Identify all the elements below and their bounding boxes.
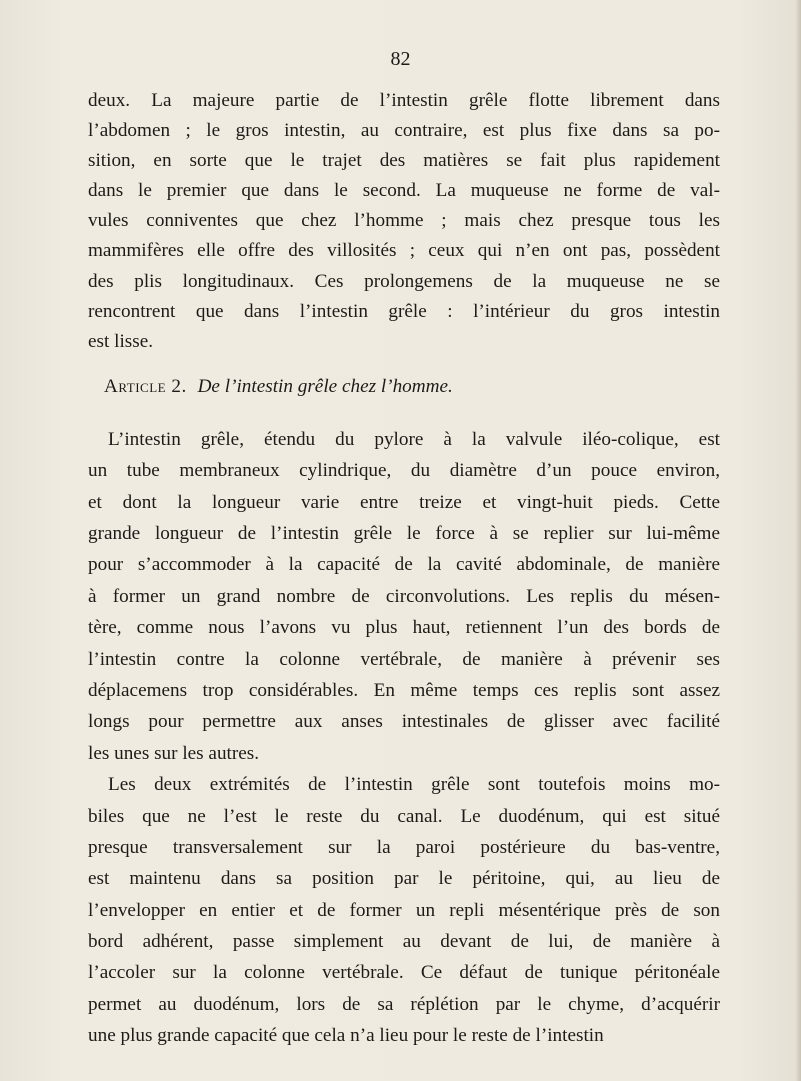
text-block bbox=[88, 86, 720, 1052]
text-line: Les deux extrémités de l’intestin grêle sont toutefois moins mo- bbox=[108, 774, 720, 796]
text-line: est maintenu dans sa position par le péritoine, qui, au lieu de bbox=[88, 868, 720, 890]
text-line: permet au duodénum, lors de sa réplétion par le chyme, d’acquérir bbox=[88, 993, 720, 1015]
text-line: une plus grande capacité que cela n’a lieu pour le reste de l’intestin bbox=[88, 1025, 604, 1047]
text-line: mammifères elle offre des villosités ; ceux qui n’en ont pas, possèdent bbox=[88, 240, 720, 262]
paragraph-2 bbox=[88, 424, 720, 769]
text-line: vules conniventes que chez l’homme ; mais chez presque tous les bbox=[88, 210, 720, 232]
text-line: à former un grand nombre de circonvolutions. Les replis du mésen- bbox=[88, 585, 720, 607]
text-line: l’accoler sur la colonne vertébrale. Ce défaut de tunique péritonéale bbox=[88, 962, 720, 984]
paragraph-3 bbox=[88, 769, 720, 1052]
text-line: déplacemens trop considérables. En même temps ces replis sont assez bbox=[88, 679, 720, 701]
article-heading-prefix: Article 2. bbox=[104, 375, 187, 397]
text-line: l’intestin contre la colonne vertébrale, de manière à prévenir ses bbox=[88, 648, 720, 670]
text-line: est lisse. bbox=[88, 330, 154, 352]
text-line: un tube membraneux cylindrique, du diamètre d’un pouce environ, bbox=[88, 460, 720, 482]
text-line: l’envelopper en entier et de former un repli mésentérique près de son bbox=[88, 899, 720, 921]
text-line: sition, en sorte que le trajet des matières se fait plus rapidement bbox=[88, 150, 720, 172]
text-line: pour s’accommoder à la capacité de la cavité abdominale, de manière bbox=[88, 554, 720, 576]
text-line: bord adhérent, passe simplement au devant de lui, de manière à bbox=[88, 931, 720, 953]
text-line: les unes sur les autres. bbox=[88, 742, 260, 764]
text-line: tère, comme nous l’avons vu plus haut, retiennent l’un des bords de bbox=[88, 617, 720, 639]
text-line: grande longueur de l’intestin grêle le force à se replier sur lui-même bbox=[88, 523, 720, 545]
page-number: 82 bbox=[390, 48, 411, 70]
paragraph-1 bbox=[88, 86, 720, 357]
text-line: biles que ne l’est le reste du canal. Le duodénum, qui est situé bbox=[88, 805, 720, 827]
text-line: presque transversalement sur la paroi postérieure du bas-ventre, bbox=[88, 836, 720, 858]
text-line: des plis longitudinaux. Ces prolongemens de la muqueuse ne se bbox=[88, 270, 720, 292]
article-heading bbox=[88, 370, 720, 403]
text-line: deux. La majeure partie de l’intestin grêle flotte librement dans bbox=[88, 90, 720, 111]
text-line: longs pour permettre aux anses intestinales de glisser avec facilité bbox=[88, 711, 720, 733]
text-line: l’abdomen ; le gros intestin, au contraire, est plus fixe dans sa po- bbox=[88, 120, 720, 142]
article-heading-title: De l’intestin grêle chez l’homme. bbox=[197, 375, 453, 397]
page-edge-shadow bbox=[795, 0, 801, 1081]
text-line: et dont la longueur varie entre treize et vingt-huit pieds. Cette bbox=[88, 491, 720, 513]
text-line: dans le premier que dans le second. La muqueuse ne forme de val- bbox=[88, 180, 720, 202]
text-line: L’intestin grêle, étendu du pylore à la valvule iléo-colique, est bbox=[108, 428, 720, 450]
text-line: rencontrent que dans l’intestin grêle : l’intérieur du gros intestin bbox=[88, 300, 720, 322]
